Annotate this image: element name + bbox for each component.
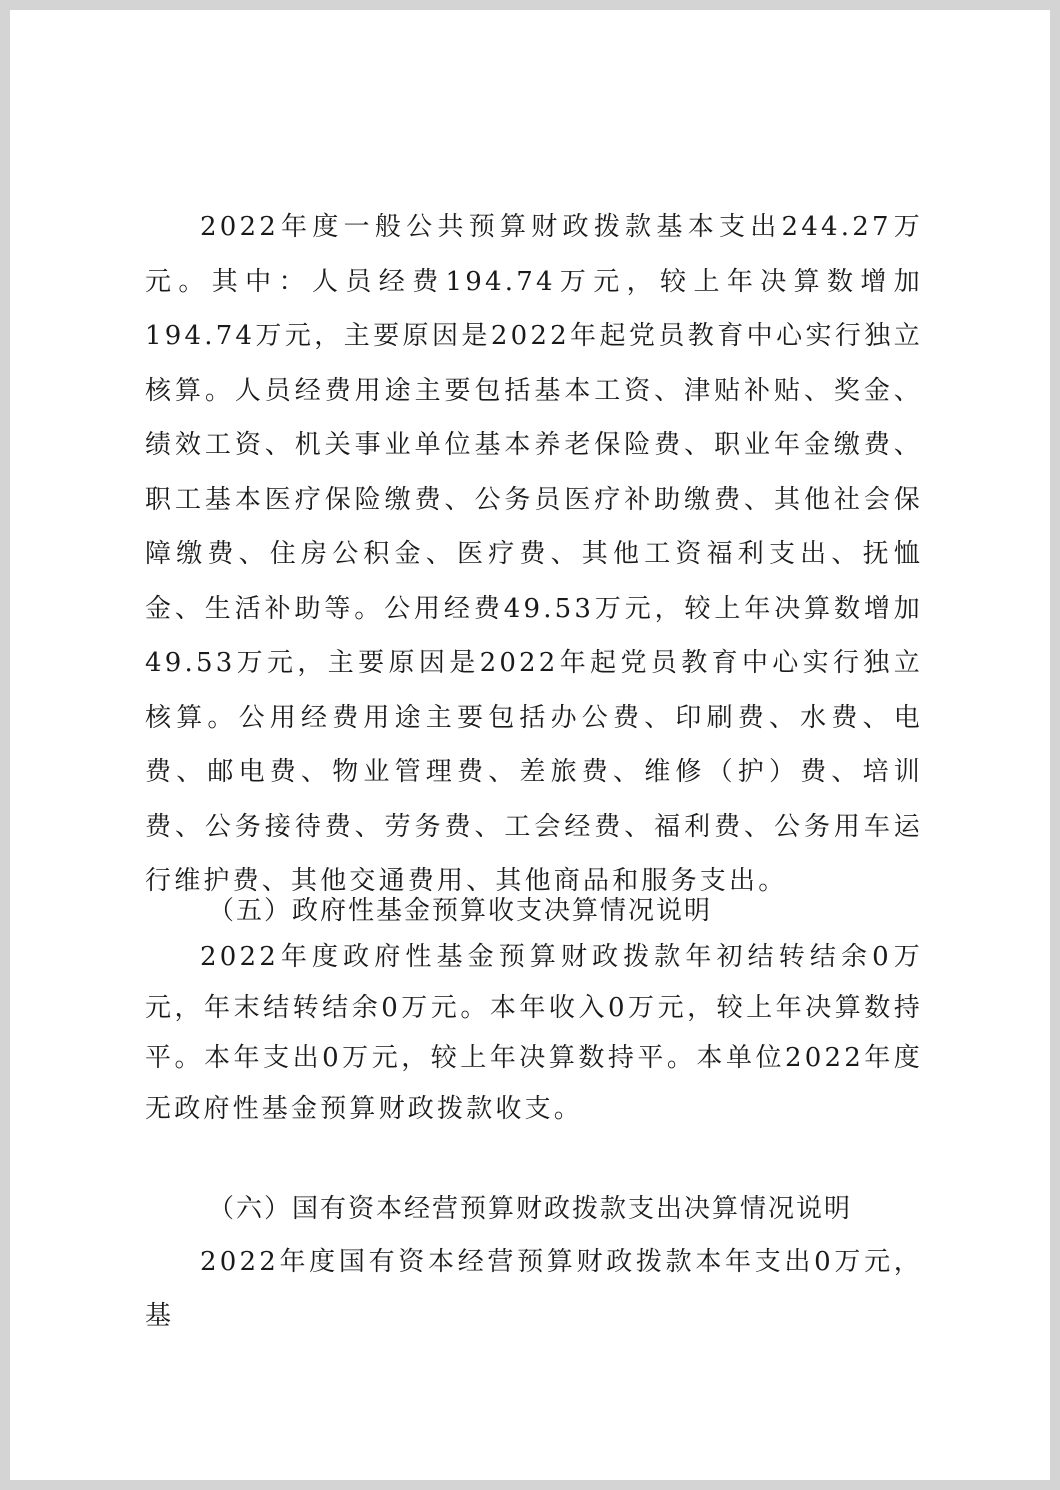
government-fund-section	[145, 932, 923, 1134]
document-page	[10, 10, 1050, 1480]
state-capital-section	[145, 1235, 923, 1343]
section-5-heading: （五）政府性基金预算收支决算情况说明	[208, 896, 713, 926]
general-budget-paragraph: 2022年度一般公共预算财政拨款基本支出244.27万元。其中：人员经费194.74万元，较上年决算数增加194.74万元，主要原因是2022年起党员教育中心实行独立核算。人员经费用途主要包括基本工资、津贴补贴、奖金、绩效工资、机关事业单位基本养老保险费、职业年金缴费、职工基本医疗保险缴费、公务员医疗补助缴费、其他社会保障缴费、住房公积金、医疗费、其他工资福利支出、抚恤金、生活补助等。公用经费49.53万元，较上年决算数增加49.53万元，主要原因是2022年起党员教育中心实行独立核算。公用经费用途主要包括办公费、印刷费、水费、电费、邮电费、物业管理费、差旅费、维修（护）费、培训费、公务接待费、劳务费、工会经费、福利费、公务用车运行维护费、其他交通费用、其他商品和服务支出。	[145, 212, 923, 896]
government-fund-paragraph: 2022年度政府性基金预算财政拨款年初结转结余0万元，年末结转结余0万元。本年收入0万元，较上年决算数持平。本年支出0万元，较上年决算数持平。本单位2022年度无政府性基金预算财政拨款收支。	[145, 942, 923, 1124]
section-6-heading: （六）国有资本经营预算财政拨款支出决算情况说明	[208, 1194, 853, 1224]
state-capital-paragraph: 2022年度国有资本经营预算财政拨款本年支出0万元，基	[145, 1247, 923, 1331]
general-budget-section	[145, 200, 923, 909]
